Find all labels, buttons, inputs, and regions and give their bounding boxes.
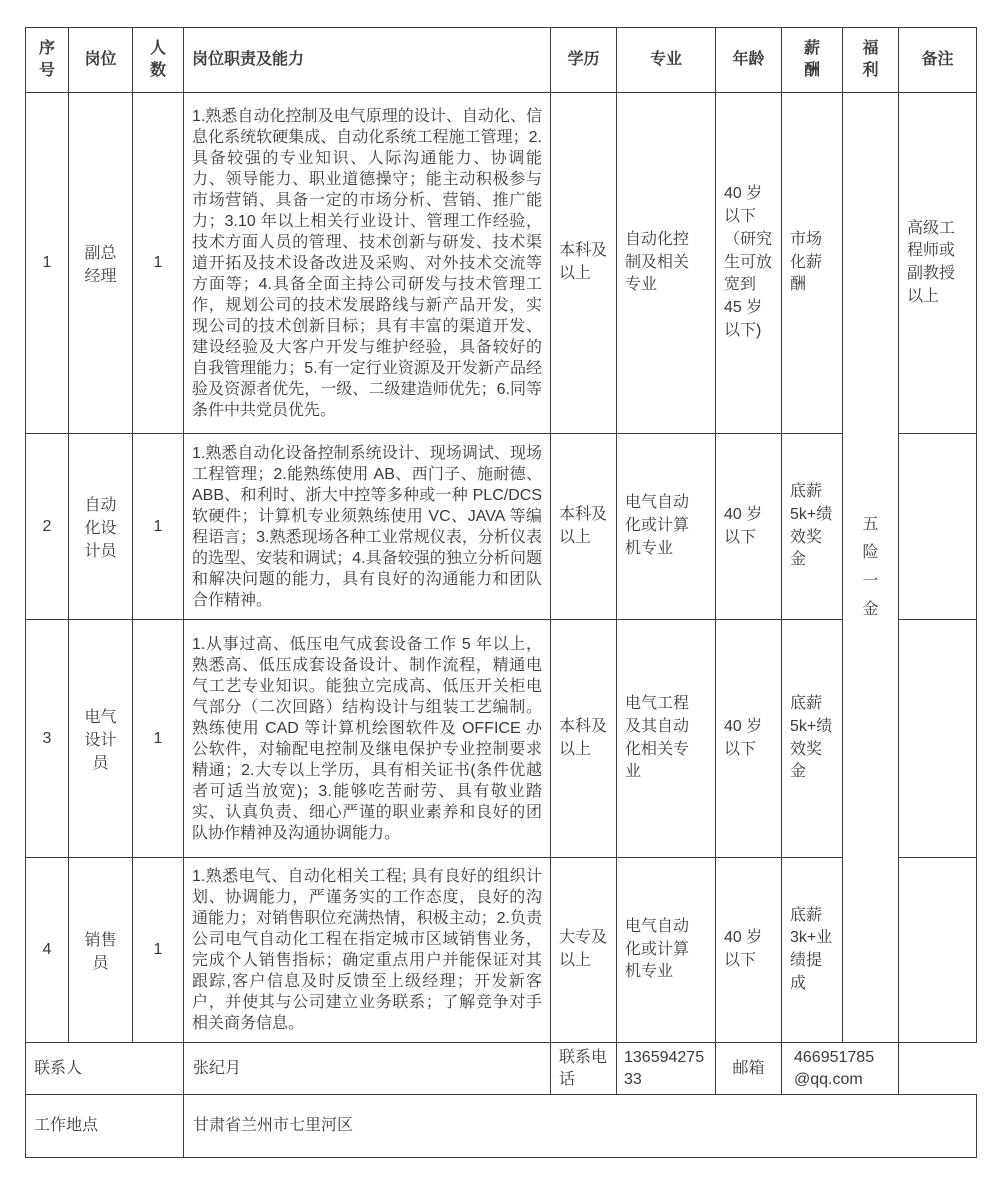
row2-duties: 1.熟悉自动化设备控制系统设计、现场调试、现场工程管理；2.能熟练使用 AB、西门子、施耐德、ABB、和利时、浙大中控等多种或一种 PLC/DCS 软硬件；计算机专业须熟练使用 VC、JAVA 等编程语言；3.熟悉现场各种工业常规仪表，分析仪表的选型、安装和调试；4.具备较强的独立分析问题和解决问题的能力，具有良好的沟通能力和团队合作精神。 bbox=[184, 434, 551, 620]
row1-education: 本科及以上 bbox=[551, 93, 617, 434]
row1-count: 1 bbox=[133, 93, 184, 434]
header-cell-major bbox=[617, 28, 716, 93]
contact-email-label: 邮箱 bbox=[716, 1043, 782, 1095]
row4-major: 电气自动化或计算机专业 bbox=[617, 858, 716, 1043]
row4-remark bbox=[899, 858, 977, 1043]
header-cell-welfare bbox=[843, 28, 899, 93]
job-row-3 bbox=[26, 620, 977, 858]
header-cell-position bbox=[69, 28, 133, 93]
header-cell-duties bbox=[184, 28, 551, 93]
row3-major: 电气工程及其自动化相关专业 bbox=[617, 620, 716, 858]
contact-name: 张纪月 bbox=[184, 1043, 551, 1095]
job-row-4 bbox=[26, 858, 977, 1043]
row1-major: 自动化控制及相关专业 bbox=[617, 93, 716, 434]
row2-education: 本科及以上 bbox=[551, 434, 617, 620]
row3-salary: 底薪5k+绩效奖金 bbox=[782, 620, 843, 858]
row3-no: 3 bbox=[26, 620, 69, 858]
welfare-value: 五险一金 bbox=[862, 515, 879, 618]
row1-no: 1 bbox=[26, 93, 69, 434]
header-cell-count bbox=[133, 28, 184, 93]
welfare-merged-cell bbox=[843, 93, 899, 1043]
row1-salary: 市场化薪酬 bbox=[782, 93, 843, 434]
header-cell-age bbox=[716, 28, 782, 93]
location-value: 甘肃省兰州市七里河区 bbox=[184, 1095, 977, 1158]
contact-email-value: 466951785@qq.com bbox=[782, 1043, 899, 1095]
row3-age: 40 岁以下 bbox=[716, 620, 782, 858]
row4-duties: 1.熟悉电气、自动化相关工程; 具有良好的组织计划、协调能力，严谨务实的工作态度，良好的沟通能力；对销售职位充满热情，积极主动；2.负责公司电气自动化工程在指定城市区域销售业务，完成个人销售指标；确定重点用户并能保证对其跟踪,客户信息及时反馈至上级经理；开发新客户，并使其与公司建立业务联系；了解竞争对手相关商务信息。 bbox=[184, 858, 551, 1043]
contact-label: 联系人 bbox=[26, 1043, 184, 1095]
header-position-label: 岗位 bbox=[84, 50, 117, 68]
row3-education: 本科及以上 bbox=[551, 620, 617, 858]
row1-remark: 高级工程师或副教授以上 bbox=[899, 93, 977, 434]
row1-duties: 1.熟悉自动化控制及电气原理的设计、自动化、信息化系统软硬集成、自动化系统工程施工管理；2.具备较强的专业知识、人际沟通能力、协调能力、领导能力、职业道德操守；能主动积极参与市场营销、具备一定的市场分析、营销、推广能力；3.10 年以上相关行业设计、管理工作经验，技术方面人员的管理、技术创新与研发、技术渠道开拓及技术设备改进及采购、对外技术交流等方面等；4.具备全面主持公司研发与技术管理工作，规划公司的技术发展路线与新产品开发，实现公司的技术创新目标；具有丰富的渠道开发、建设经验及大客户开发与维护经验，具备较好的自我管理能力；5.有一定行业资源及开发新产品经验及资源者优先，一级、二级建造师优先；6.同等条件中共党员优先。 bbox=[184, 93, 551, 434]
header-cell-education bbox=[551, 28, 617, 93]
row2-major: 电气自动化或计算机专业 bbox=[617, 434, 716, 620]
row3-remark bbox=[899, 620, 977, 858]
location-label: 工作地点 bbox=[26, 1095, 184, 1158]
row4-age: 40 岁以下 bbox=[716, 858, 782, 1043]
row2-salary: 底薪5k+绩效奖金 bbox=[782, 434, 843, 620]
row1-position: 副总经理 bbox=[69, 93, 133, 434]
row3-duties: 1.从事过高、低压电气成套设备工作 5 年以上，熟悉高、低压成套设备设计、制作流程，精通电气工艺专业知识。能独立完成高、低压开关柜电气部分（二次回路）结构设计与组装工艺编制。熟练使用 CAD 等计算机绘图软件及 OFFICE 办公软件，对输配电控制及继电保护专业控制要求精通；2.大专以上学历，具有相关证书(条件优越者可适当放宽)；3.能够吃苦耐劳、具有敬业踏实、认真负责、细心严谨的职业素养和良好的团队协作精神及沟通协调能力。 bbox=[184, 620, 551, 858]
job-row-2 bbox=[26, 434, 977, 620]
header-cell-salary bbox=[782, 28, 843, 93]
header-no-label: 序号 bbox=[39, 39, 56, 79]
header-duties-label: 岗位职责及能力 bbox=[192, 50, 305, 68]
header-salary-label: 薪酬 bbox=[804, 39, 821, 79]
row4-education: 大专及以上 bbox=[551, 858, 617, 1043]
header-education-label: 学历 bbox=[567, 50, 600, 68]
header-count-label: 人数 bbox=[150, 39, 167, 79]
row2-count: 1 bbox=[133, 434, 184, 620]
row4-count: 1 bbox=[133, 858, 184, 1043]
location-row bbox=[26, 1095, 977, 1158]
row2-position: 自动化设计员 bbox=[69, 434, 133, 620]
row2-remark bbox=[899, 434, 977, 620]
job-row-1 bbox=[26, 93, 977, 434]
contact-row bbox=[26, 1043, 977, 1095]
row4-no: 4 bbox=[26, 858, 69, 1043]
row1-age: 40 岁以下（研究生可放宽到 45 岁以下) bbox=[716, 93, 782, 434]
header-remark-label: 备注 bbox=[921, 50, 954, 68]
row2-no: 2 bbox=[26, 434, 69, 620]
header-welfare-label: 福利 bbox=[862, 39, 879, 79]
header-cell-remark bbox=[899, 28, 977, 93]
row2-age: 40 岁以下 bbox=[716, 434, 782, 620]
job-posting-table bbox=[25, 27, 977, 1158]
header-age-label: 年龄 bbox=[732, 50, 765, 68]
row4-salary: 底薪3k+业绩提成 bbox=[782, 858, 843, 1043]
header-cell-no bbox=[26, 28, 69, 93]
contact-phone-value: 13659427533 bbox=[617, 1043, 716, 1095]
contact-phone-label: 联系电话 bbox=[551, 1043, 617, 1095]
header-major-label: 专业 bbox=[649, 50, 682, 68]
row4-position: 销售员 bbox=[69, 858, 133, 1043]
header-row bbox=[26, 28, 977, 93]
row3-position: 电气设计员 bbox=[69, 620, 133, 858]
row3-count: 1 bbox=[133, 620, 184, 858]
